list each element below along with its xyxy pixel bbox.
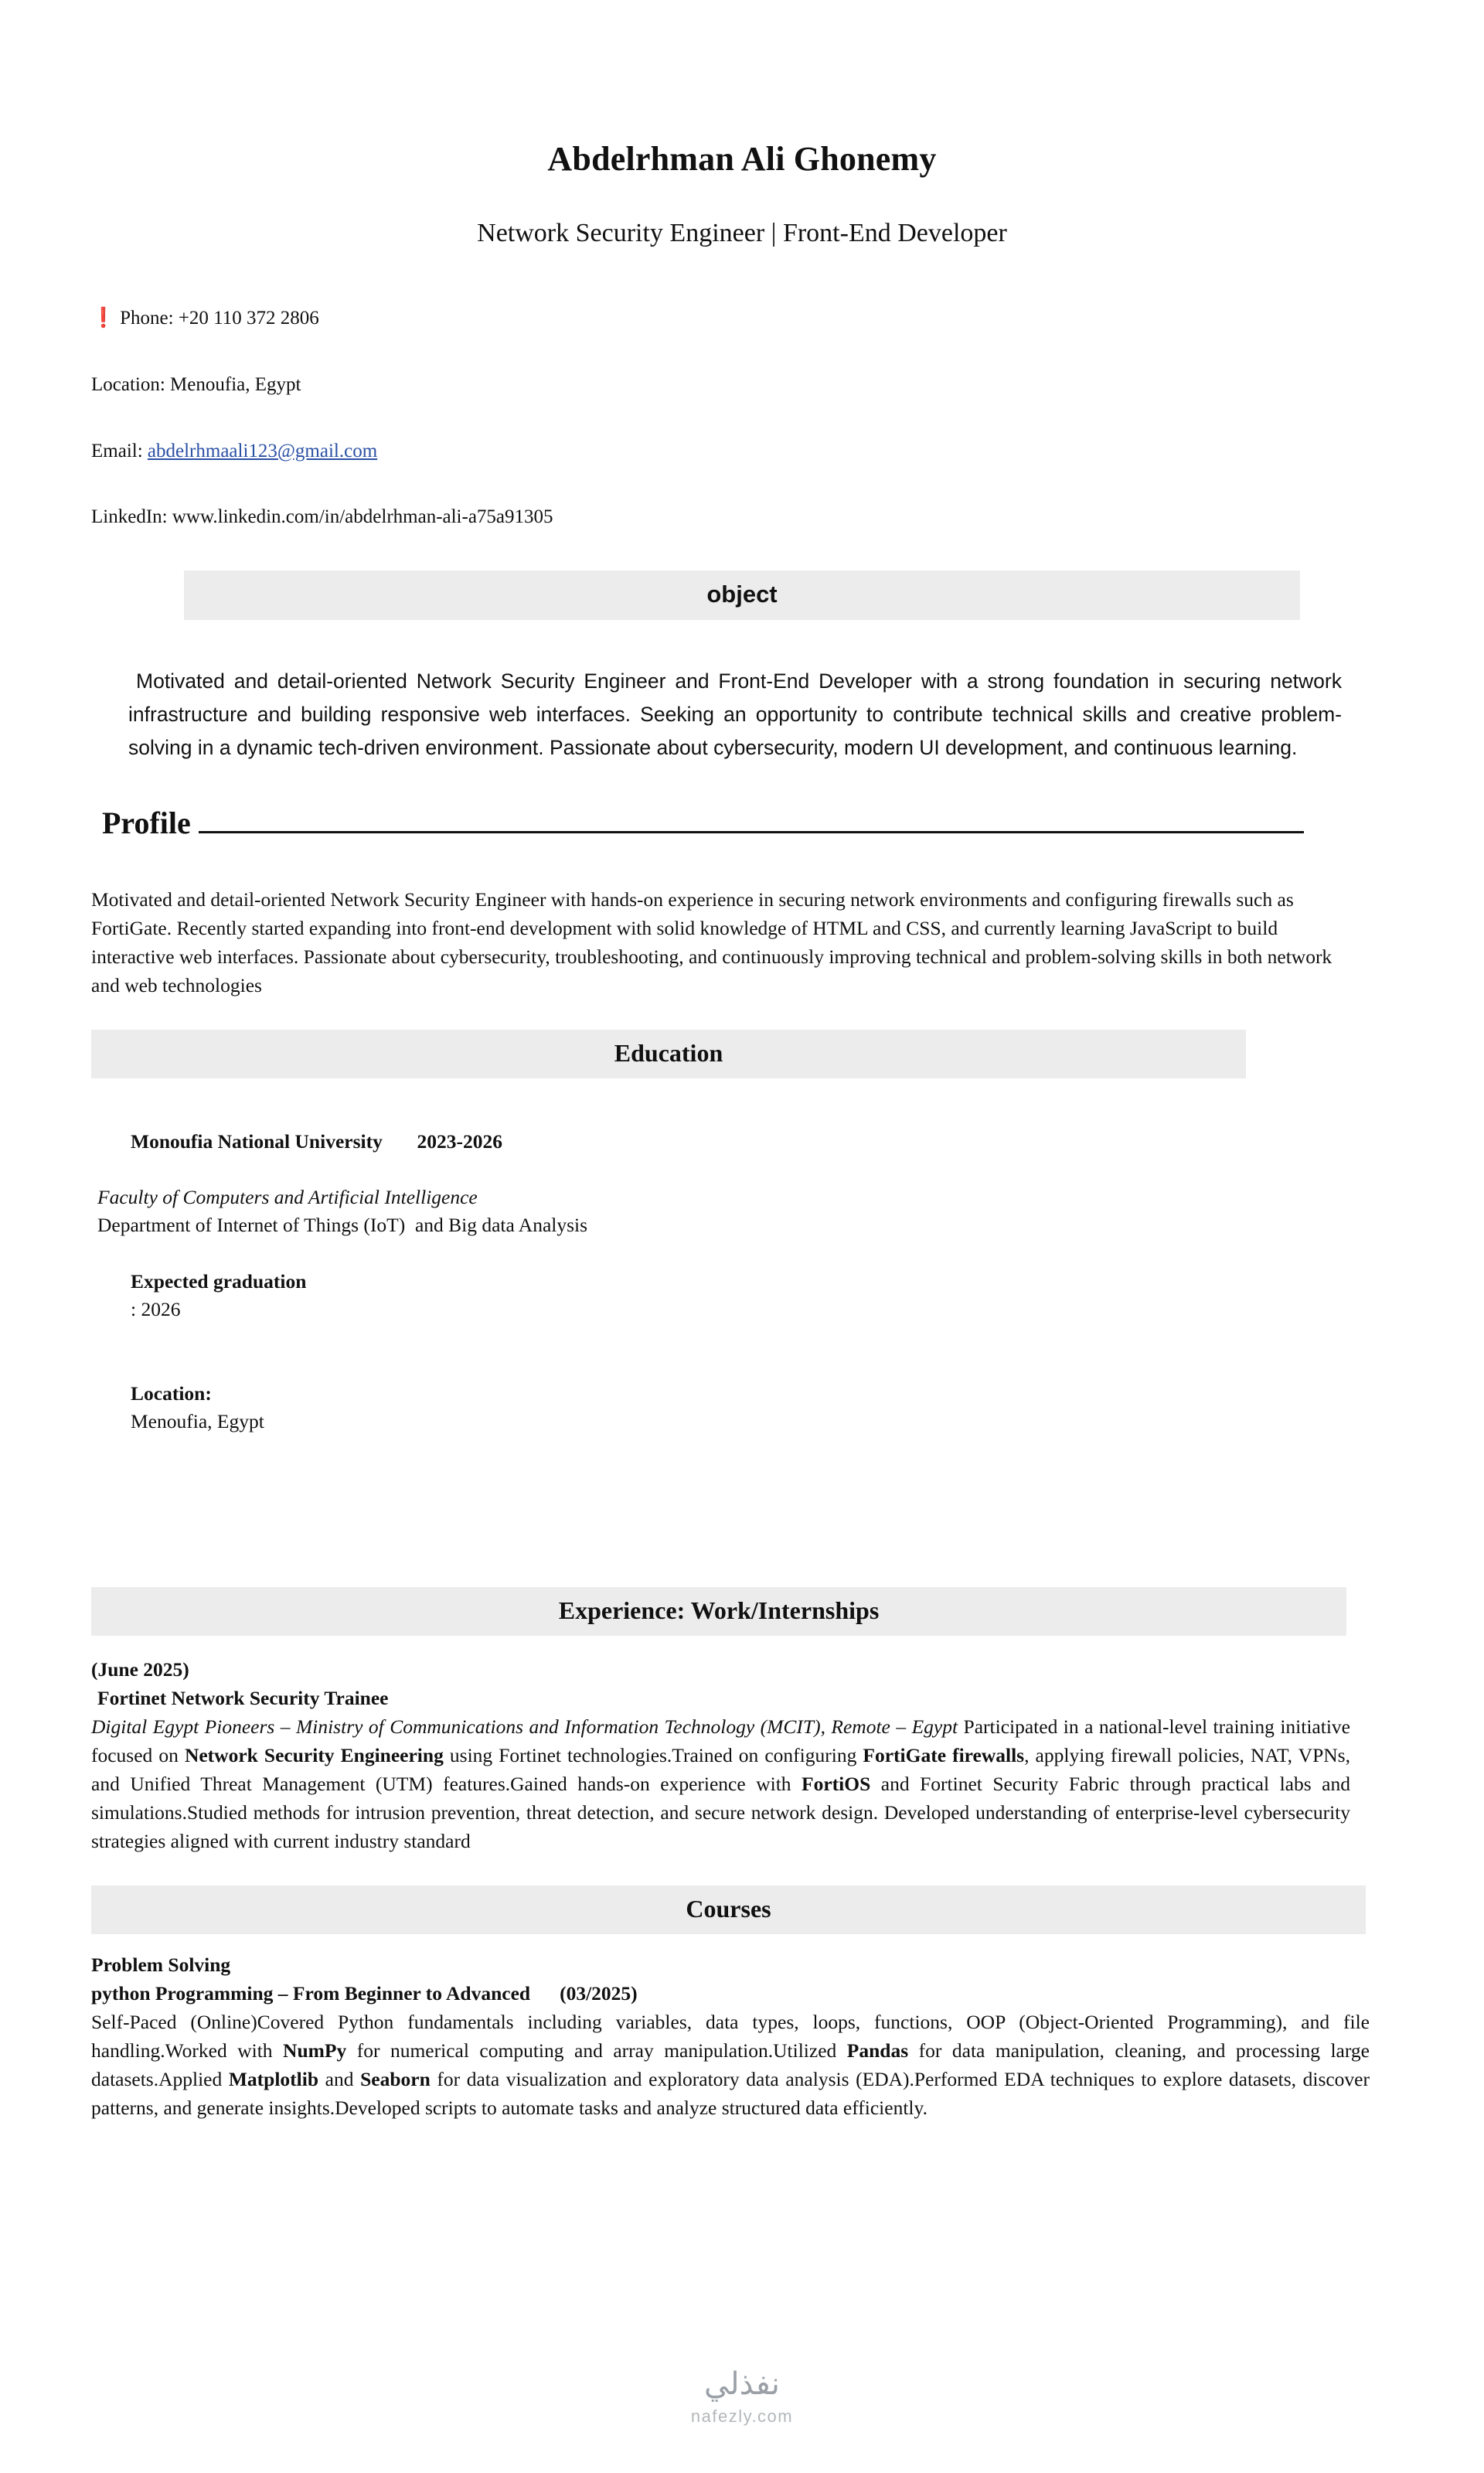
profile-title: Profile xyxy=(102,805,191,840)
course-item-2-date: (03/2025) xyxy=(560,1982,638,2005)
watermark-arabic: نفذلي xyxy=(704,2366,780,2402)
education-graduation-label: Expected graduation xyxy=(131,1269,307,1293)
profile-text: Motivated and detail-oriented Network Security Engineer with hands-on experience in securing network environments and configuring firewalls such as FortiGate. Recently started expanding into front-end development with solid knowledge of HTML and CSS, and currently learning JavaScript to build interactive web interfaces. Passionate about cybersecurity, troubleshooting, and continuously improving technical and problem-solving skills in both network and web technologies xyxy=(91,887,1333,996)
course-item-2: python Programming – From Beginner to Advanced xyxy=(91,1982,531,2005)
section-header-experience: Experience: Work/Internships xyxy=(91,1587,1346,1636)
contact-email xyxy=(91,438,1393,465)
experience-desc-3: , applying firewall policies, NAT, VPNs, and Unified Threat Management (UTM) features.Gained hands-on experience with xyxy=(91,1744,1350,1796)
education-institution-row xyxy=(91,1100,1393,1184)
education-department: Department of Internet of Things (IoT) and Big data Analysis xyxy=(97,1214,588,1237)
experience-desc-2: using Fortinet technologies.Trained on configuring xyxy=(443,1744,863,1767)
education-block xyxy=(91,1100,1393,1464)
education-graduation-value: : 2026 xyxy=(131,1298,181,1321)
watermark-latin: nafezly.com xyxy=(690,2407,794,2426)
page-title: Abdelrhman Ali Ghonemy xyxy=(547,140,937,178)
phone-text: Phone: +20 110 372 2806 xyxy=(120,308,319,329)
courses-desc-3: for data manipulation, cleaning, and processing large datasets.Applied xyxy=(91,2039,1370,2090)
section-header-object: object xyxy=(184,571,1300,620)
education-graduation-row xyxy=(91,1240,1393,1352)
courses-highlight-1: NumPy xyxy=(283,2039,347,2062)
section-spacer xyxy=(91,1463,1393,1556)
profile-divider xyxy=(199,831,1304,833)
courses-highlight-3: Matplotlib xyxy=(228,2067,319,2090)
experience-desc-4: and Fortinet Security Fabric through practical labs and simulations.Studied methods for intrusion prevention, threat detection, and secure network design. Developed understanding of enterprise-level cybersecurity strategies aligned with current industry standard xyxy=(91,1773,1350,1853)
experience-role: Fortinet Network Security Trainee xyxy=(97,1687,389,1710)
experience-desc-1: Participated in a national-level training initiative focused on xyxy=(91,1715,1350,1767)
courses-desc-4: and xyxy=(318,2067,361,2090)
contact-linkedin: LinkedIn: www.linkedin.com/in/abdelrhman-ali-a75a91305 xyxy=(91,506,553,528)
page-subtitle: Network Security Engineer | Front-End Developer xyxy=(477,219,1007,247)
experience-highlight-3: FortiOS xyxy=(802,1773,871,1796)
courses-description xyxy=(91,2008,1370,2123)
education-location-label: Location: xyxy=(131,1381,212,1405)
courses-desc-5: for data visualization and exploratory data analysis (EDA).Performed EDA techniques to explore datasets, discover patterns, and generate insights.Developed scripts to automate tasks and analyze structured data efficiently. xyxy=(91,2067,1370,2119)
course-item-2-row xyxy=(91,1980,1370,2008)
footer-watermark xyxy=(0,2366,1484,2427)
education-location-row xyxy=(91,1351,1393,1463)
education-dates: 2023-2026 xyxy=(417,1129,502,1153)
courses-highlight-2: Pandas xyxy=(846,2039,909,2062)
email-link[interactable]: abdelrhmaali123@gmail.com xyxy=(147,440,378,462)
courses-highlight-4: Seaborn xyxy=(360,2067,431,2090)
experience-description xyxy=(91,1713,1350,1856)
experience-block xyxy=(91,1656,1350,1856)
courses-desc-1: Self-Paced (Online)Covered Python fundamentals including variables, data types, loops, functions, OOP (Object-Oriented Programming), and file handling.Worked with xyxy=(91,2011,1370,2062)
experience-highlight-2: FortiGate firewalls xyxy=(863,1744,1025,1767)
education-faculty: Faculty of Computers and Artificial Intelligence xyxy=(97,1186,478,1209)
section-header-courses: Courses xyxy=(91,1885,1366,1934)
courses-desc-2: for numerical computing and array manipulation.Utilized xyxy=(346,2039,847,2062)
contact-location: Location: Menoufia, Egypt xyxy=(91,373,301,395)
experience-organization: Digital Egypt Pioneers – Ministry of Communications and Information Technology (MCIT), Remote – Egypt xyxy=(91,1715,958,1739)
section-header-profile xyxy=(91,805,1393,841)
objective-text: Motivated and detail-oriented Network Security Engineer and Front-End Developer with a strong foundation in securing network infrastructure and building responsive web interfaces. Seeking an opportunity to contribute technical skills and creative problem-solving in a dynamic tech-driven environment. Passionate about cybersecurity, modern UI development, and continuous learning. xyxy=(128,669,1342,759)
alert-icon: ❗ xyxy=(91,308,116,329)
email-label: Email: xyxy=(91,440,143,462)
education-institution: Monoufia National University xyxy=(131,1129,383,1153)
section-header-education: Education xyxy=(91,1030,1246,1078)
experience-date: (June 2025) xyxy=(91,1658,189,1681)
experience-highlight-1: Network Security Engineering xyxy=(184,1744,444,1767)
contact-phone xyxy=(91,305,1393,332)
education-location-value: Menoufia, Egypt xyxy=(131,1409,264,1432)
course-item-1: Problem Solving xyxy=(91,1954,231,1977)
courses-block xyxy=(91,1951,1370,2123)
